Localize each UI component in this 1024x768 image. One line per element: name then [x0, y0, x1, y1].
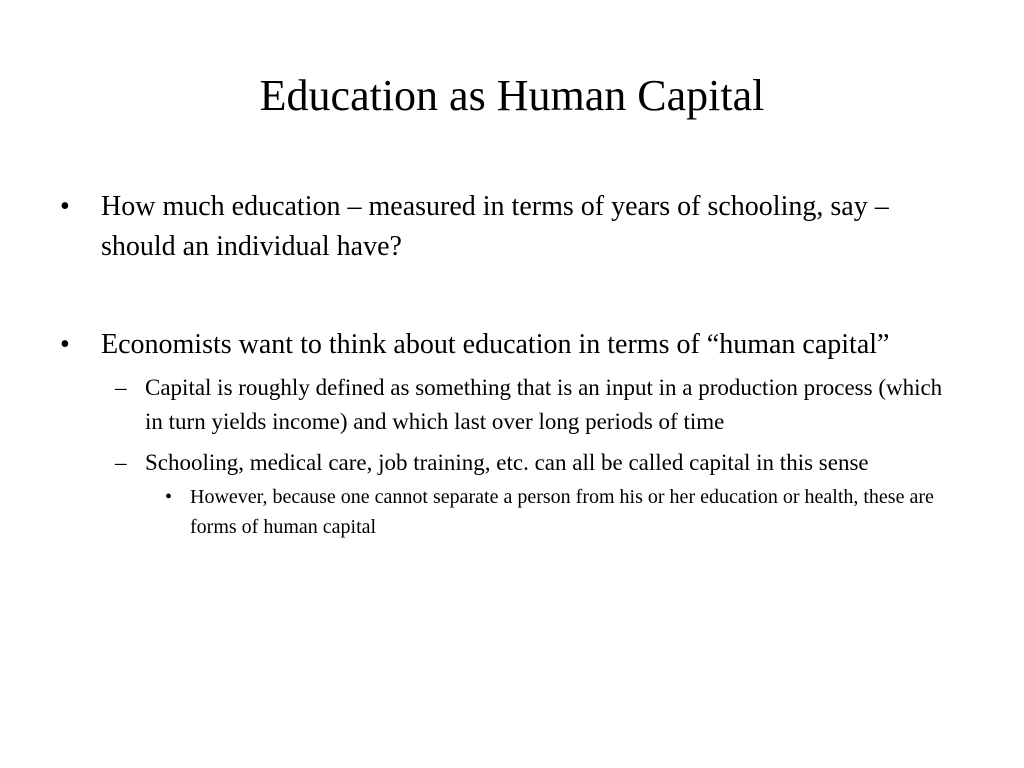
dash-marker: –	[115, 450, 127, 475]
sub-bullet-item	[101, 371, 960, 439]
bullet-marker: •	[60, 329, 70, 360]
bullet-item	[60, 187, 960, 267]
bullet-item	[60, 325, 960, 542]
sub-sub-bullet-text: However, because one cannot separate a person from his or her education or health, these are forms of human capital	[190, 486, 934, 538]
sub-sub-bullet-item	[145, 482, 960, 542]
sub-bullet-text: Schooling, medical care, job training, etc. can all be called capital in this sense	[145, 450, 869, 475]
bullet-list	[60, 187, 960, 549]
sub-bullet-text: Capital is roughly defined as something that is an input in a production process (which in turn yields income) and which last over long periods of time	[145, 375, 943, 434]
bullet-text: How much education – measured in terms of years of schooling, say – should an individual have?	[101, 191, 889, 262]
sub-sub-bullet-list	[145, 482, 960, 542]
dash-marker: –	[115, 375, 127, 400]
bullet-marker: •	[60, 191, 70, 222]
sub-bullet-list	[101, 371, 960, 542]
sub-bullet-item	[101, 446, 960, 542]
bullet-text: Economists want to think about education in terms of “human capital”	[101, 329, 890, 360]
bullet-marker: •	[165, 486, 173, 508]
slide-title: Education as Human Capital	[259, 71, 765, 120]
